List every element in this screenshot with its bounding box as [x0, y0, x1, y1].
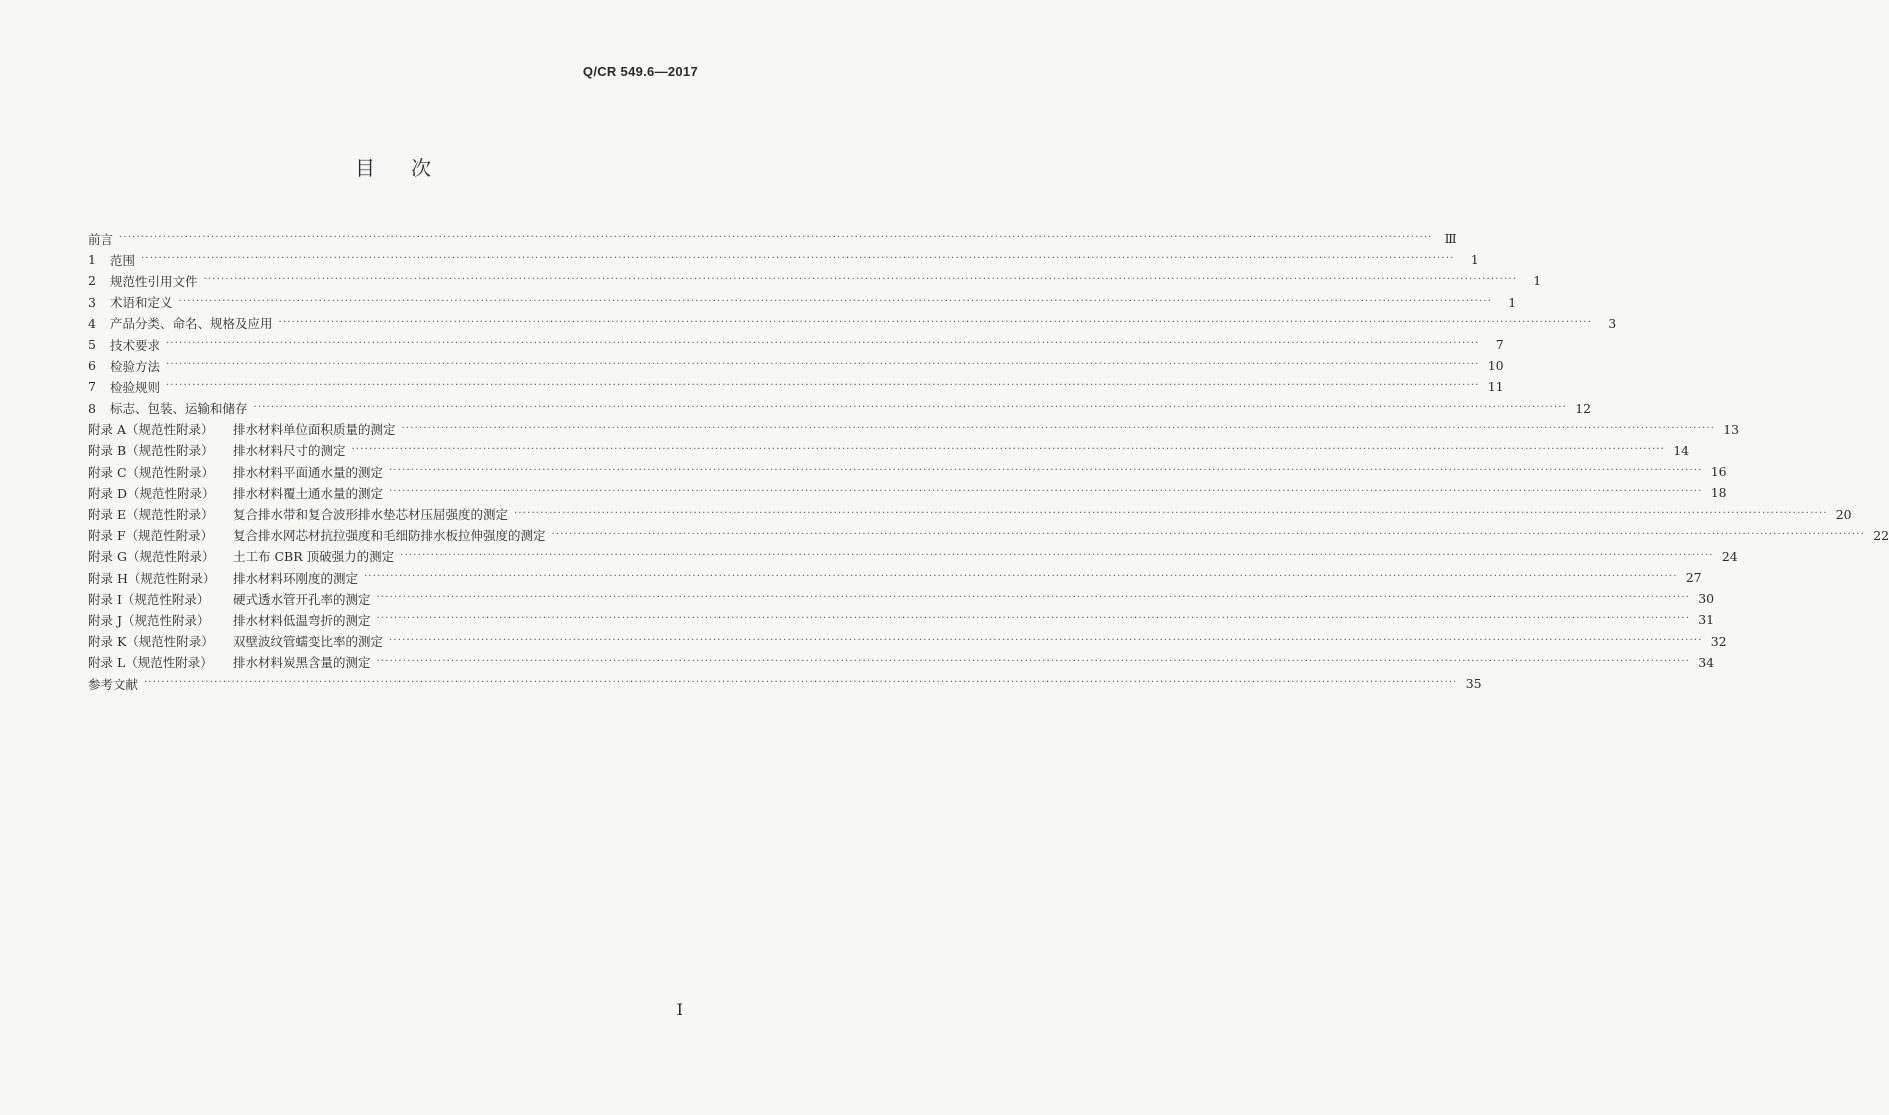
toc-entry-number: 4 [88, 315, 96, 331]
toc-dot-leader: ············································································································································································································································································································ [400, 549, 1714, 561]
toc-dot-leader: ············································································································································································································································································································ [253, 401, 1568, 413]
toc-entry-label [88, 569, 358, 587]
page-number: I [676, 1000, 683, 1019]
toc-dot-leader: ············································································································································································································································································································ [278, 316, 1593, 328]
toc-entry[interactable] [88, 270, 1542, 291]
toc-entry-page: 3 [1608, 315, 1617, 331]
toc-entry-page: 20 [1835, 506, 1852, 522]
toc-dot-leader: ············································································································································································································································································································ [166, 338, 1480, 350]
toc-entry-appendix-prefix: 附录 I（规范性附录） [88, 591, 210, 607]
toc-dot-leader: ············································································································································································································································································································ [389, 486, 1703, 498]
toc-entry-appendix-prefix: 附录 G（规范性附录） [88, 549, 215, 565]
toc-entry-title: 检验方法 [110, 358, 161, 374]
toc-entry-title: 复合排水网芯材抗拉强度和毛细防排水板拉伸强度的测定 [233, 528, 546, 544]
toc-entry-appendix-prefix: 附录 F（规范性附录） [88, 528, 214, 544]
toc-entry-label [88, 590, 371, 608]
toc-entry-label [88, 378, 160, 396]
toc-dot-leader: ············································································································································································································································································································ [141, 253, 1455, 265]
toc-entry-appendix-prefix: 附录 L（规范性附录） [88, 655, 213, 671]
toc-dot-leader: ············································································································································································································································································································ [166, 359, 1480, 371]
toc-entry-title: 排水材料低温弯折的测定 [233, 612, 371, 628]
toc-entry-page: 13 [1723, 421, 1740, 437]
toc-dot-leader: ············································································································································································································································································································ [376, 655, 1691, 667]
toc-entry-number: 8 [88, 400, 96, 416]
toc-entry[interactable] [88, 440, 1690, 461]
toc-entry-page: 32 [1710, 633, 1727, 649]
toc-entry-appendix-prefix: 附录 E（规范性附录） [88, 507, 214, 523]
toc-entry-label [88, 547, 394, 565]
toc-entry[interactable] [88, 334, 1504, 355]
toc-dot-leader: ············································································································································································································································································································ [514, 507, 1828, 519]
toc-entry-label [88, 484, 383, 502]
toc-entry-title: 前言 [88, 231, 114, 247]
toc-entry-title: 标志、包装、运输和储存 [110, 401, 248, 417]
toc-entry-page: Ⅲ [1444, 231, 1457, 247]
toc-entry-page: 24 [1721, 548, 1738, 564]
toc-entry-title: 硬式透水管开孔率的测定 [233, 591, 371, 607]
toc-entry-label [88, 357, 160, 375]
toc-entry[interactable] [88, 546, 1738, 567]
toc-entry-page: 1 [1470, 252, 1479, 268]
toc-dot-leader: ············································································································································································································································································································ [551, 528, 1866, 540]
toc-entry-label [88, 611, 371, 629]
toc-entry-number: 7 [88, 379, 96, 395]
toc-dot-leader: ············································································································································································································································································································ [364, 571, 1678, 583]
toc-entry-title: 技术要求 [110, 337, 161, 353]
toc-entry-title: 排水材料平面通水量的测定 [233, 464, 384, 480]
toc-entry-appendix-prefix: 附录 K（规范性附录） [88, 634, 214, 650]
toc-entry-label [88, 441, 346, 459]
toc-entry-appendix-prefix: 附录 B（规范性附录） [88, 443, 214, 459]
toc-entry-title: 双壁波纹管蠕变比率的测定 [233, 634, 384, 650]
toc-entry-page: 22 [1873, 527, 1889, 543]
page-title: 目次 [355, 156, 467, 180]
toc-entry-label [88, 399, 248, 417]
toc-entry-title: 范围 [110, 252, 136, 268]
toc-entry-page: 35 [1465, 676, 1482, 692]
toc-dot-leader: ············································································································································································································································································································ [144, 677, 1458, 689]
toc-entry-title: 术语和定义 [110, 295, 173, 311]
toc-entry-page: 1 [1508, 294, 1517, 310]
toc-entry-label [88, 251, 135, 269]
toc-dot-leader: ············································································································································································································································································································ [203, 274, 1518, 286]
toc-entry-label [88, 653, 371, 671]
toc-entry[interactable] [88, 482, 1727, 503]
toc-entry-page: 10 [1487, 358, 1504, 374]
toc-entry-page: 11 [1487, 379, 1504, 395]
toc-entry-number: 1 [88, 252, 96, 268]
toc-entry-label [88, 526, 546, 544]
toc-entry-appendix-prefix: 附录 H（规范性附录） [88, 570, 216, 586]
toc-entry-label [88, 675, 138, 693]
toc-entry-title: 排水材料覆土通水量的测定 [233, 485, 384, 501]
toc-entry-label [88, 230, 113, 248]
toc-entry[interactable] [88, 503, 1852, 524]
toc-entry-appendix-prefix: 附录 C（规范性附录） [88, 464, 215, 480]
document-code: Q/CR 549.6—2017 [582, 64, 698, 79]
toc-entry[interactable] [88, 292, 1517, 313]
toc-entry-label [88, 420, 396, 438]
toc-entry-number: 2 [88, 273, 96, 289]
toc-entry[interactable] [88, 249, 1479, 270]
toc-entry[interactable] [88, 228, 1457, 249]
toc-entry[interactable] [88, 313, 1617, 334]
toc-entry[interactable] [88, 525, 1889, 546]
toc-entry-appendix-prefix: 附录 J（规范性附录） [88, 612, 210, 628]
toc-dot-leader: ············································································································································································································································································································ [178, 295, 1493, 307]
toc-entry[interactable] [88, 376, 1504, 397]
toc-entry-page: 1 [1533, 273, 1542, 289]
toc-entry-title: 排水材料炭黑含量的测定 [233, 655, 371, 671]
toc-entry-label [88, 272, 198, 290]
toc-entry-appendix-prefix: 附录 D（规范性附录） [88, 485, 215, 501]
toc-entry[interactable] [88, 631, 1727, 652]
toc-entry-page: 14 [1673, 442, 1690, 458]
toc-entry-page: 34 [1698, 654, 1715, 670]
toc-entry[interactable] [88, 461, 1727, 482]
toc-entry[interactable] [88, 652, 1715, 673]
toc-dot-leader: ············································································································································································································································································································ [389, 465, 1703, 477]
toc-entry-title: 排水材料环刚度的测定 [233, 570, 359, 586]
toc-entry-title: 土工布 CBR 顶破强力的测定 [233, 549, 395, 565]
toc-entry-page: 30 [1698, 591, 1715, 607]
table-of-contents [88, 228, 1889, 694]
toc-entry[interactable] [88, 355, 1504, 376]
toc-entry[interactable] [88, 567, 1702, 588]
toc-dot-leader: ············································································································································································································································································································ [376, 613, 1691, 625]
toc-entry-title: 产品分类、命名、规格及应用 [110, 316, 273, 332]
toc-entry-title: 参考文献 [88, 676, 139, 692]
toc-entry-page: 16 [1710, 464, 1727, 480]
toc-entry-title: 复合排水带和复合波形排水垫芯材压屈强度的测定 [233, 507, 509, 523]
toc-entry[interactable] [88, 419, 1740, 440]
toc-entry-label [88, 314, 273, 332]
toc-entry-title: 排水材料单位面积质量的测定 [233, 422, 396, 438]
toc-entry-number: 5 [88, 337, 96, 353]
toc-dot-leader: ············································································································································································································································································································ [376, 592, 1691, 604]
toc-entry-page: 31 [1698, 612, 1715, 628]
toc-dot-leader: ············································································································································································································································································································ [351, 443, 1666, 455]
toc-entry-number: 6 [88, 358, 96, 374]
toc-entry-title: 检验规则 [110, 379, 161, 395]
toc-entry-label [88, 293, 173, 311]
toc-entry-label [88, 505, 508, 523]
toc-entry-page: 12 [1575, 400, 1592, 416]
toc-dot-leader: ············································································································································································································································································································ [119, 232, 1433, 244]
toc-dot-leader: ············································································································································································································································································································ [389, 634, 1703, 646]
toc-entry-appendix-prefix: 附录 A（规范性附录） [88, 422, 214, 438]
toc-entry[interactable] [88, 588, 1715, 609]
toc-entry-number: 3 [88, 294, 96, 310]
toc-dot-leader: ············································································································································································································································································································ [166, 380, 1480, 392]
toc-entry-title: 排水材料尺寸的测定 [233, 443, 346, 459]
toc-entry[interactable] [88, 609, 1715, 630]
toc-entry-title: 规范性引用文件 [110, 273, 198, 289]
toc-entry-page: 18 [1710, 485, 1727, 501]
toc-entry-label [88, 336, 160, 354]
toc-entry-page: 7 [1495, 337, 1504, 353]
toc-entry-label [88, 463, 383, 481]
toc-entry-label [88, 632, 383, 650]
toc-entry[interactable] [88, 398, 1592, 419]
toc-entry-page: 27 [1685, 570, 1702, 586]
toc-dot-leader: ············································································································································································································································································································ [401, 422, 1716, 434]
toc-entry[interactable] [88, 673, 1482, 694]
